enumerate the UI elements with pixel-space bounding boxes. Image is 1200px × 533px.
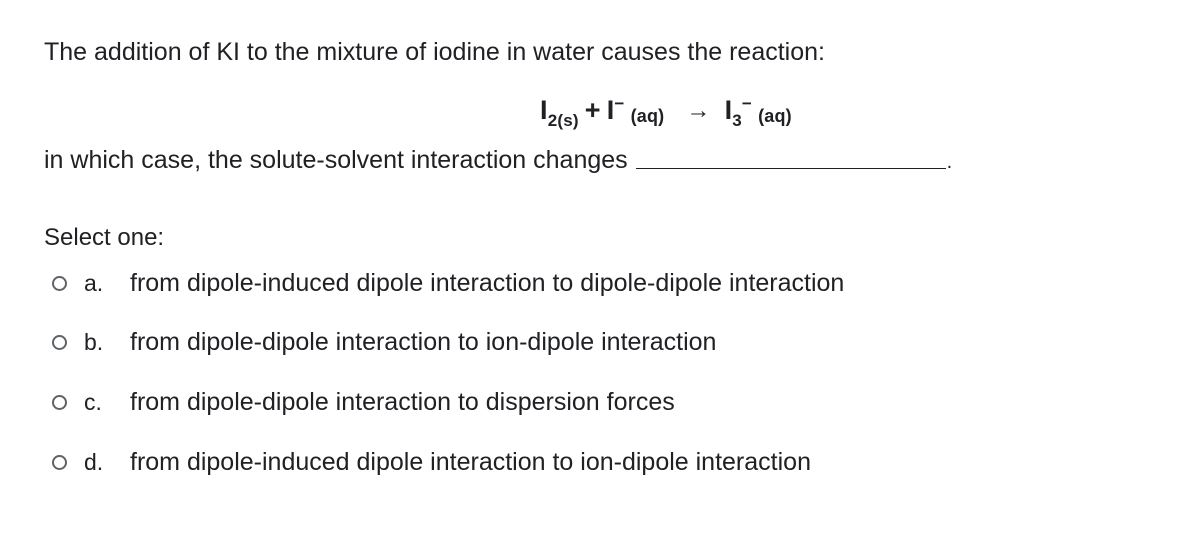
select-one-label: Select one: (44, 224, 165, 251)
product-triiodide: I (724, 95, 733, 125)
radio-button-b[interactable] (52, 335, 67, 350)
answer-blank (636, 168, 946, 169)
reactant-iodine: I (540, 95, 548, 125)
plus-sign: + (584, 95, 601, 125)
option-letter: b. (84, 328, 104, 355)
radio-button-c[interactable] (52, 395, 67, 410)
option-a[interactable] (52, 265, 844, 301)
product-triiodide-subscript: 3 (732, 111, 742, 130)
option-letter: c. (84, 388, 102, 415)
reactant-iodide-charge: − (614, 94, 625, 113)
question-continuation: in which case, the solute-solvent interaction changes (44, 146, 628, 174)
option-text[interactable]: from dipole-induced dipole interaction to dipole-dipole interaction (130, 268, 845, 297)
reactant-iodine-subscript: 2(s) (547, 111, 579, 130)
reactant-iodide-phase: (aq) (630, 106, 665, 126)
blank-period: . (946, 151, 953, 173)
option-letter: d. (84, 448, 104, 475)
radio-button-d[interactable] (52, 455, 67, 470)
product-triiodide-charge: − (741, 94, 753, 113)
option-c[interactable] (52, 384, 675, 420)
question-text: The addition of KI to the mixture of iodine in water causes the reaction: (44, 38, 825, 66)
option-text[interactable]: from dipole-induced dipole interaction to ion-dipole interaction (130, 447, 811, 476)
reactant-iodide: I (606, 95, 615, 125)
question-blank-line (44, 143, 952, 177)
option-letter: a. (84, 269, 104, 296)
product-triiodide-phase: (aq) (758, 106, 792, 126)
option-text[interactable]: from dipole-dipole interaction to dispersion forces (130, 387, 675, 416)
reaction-equation (540, 90, 792, 136)
option-b[interactable] (52, 324, 716, 360)
reaction-arrow-icon: → (686, 97, 711, 124)
option-text[interactable]: from dipole-dipole interaction to ion-dipole interaction (130, 327, 717, 356)
option-d[interactable] (52, 444, 811, 480)
radio-button-a[interactable] (52, 276, 67, 291)
